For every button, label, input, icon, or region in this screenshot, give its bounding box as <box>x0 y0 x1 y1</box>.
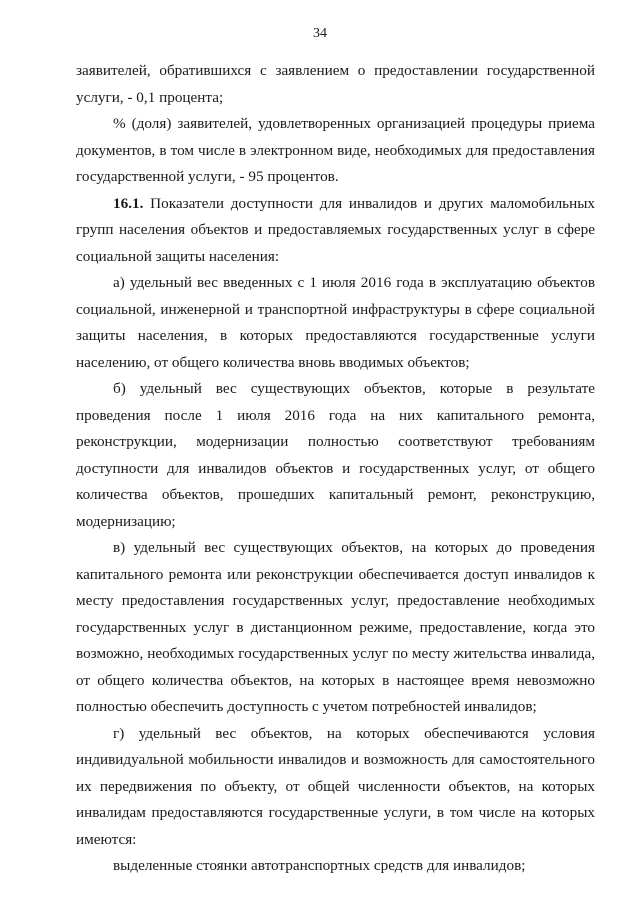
paragraph-item-b: б) удельный вес существующих объектов, которые в результате проведения после 1 июля 2016 года на них капитального ремонта, реконструкции, модернизации полностью соответствуют требованиям доступности для инвалидов объектов и государственных услуг, от общего количества объектов, прошедших капитальный ремонт, реконструкцию, модернизацию; <box>76 380 595 530</box>
section-number: 16.1. <box>113 194 144 212</box>
paragraph-item-v: в) удельный вес существующих объектов, на которых до проведения капитального ремонта или реконструкции обеспечивается доступ инвалидов к месту предоставления государственных услуг, предоставление необходимых государственных услуг в дистанционном режиме, предоставление, когда это возможно, необходимых государственных услуг по месту жительства инвалида, от общего количества объектов, на которых в настоящее время невозможно полностью обеспечить доступность с учетом потребностей инвалидов; <box>76 539 595 715</box>
document-body <box>76 58 595 880</box>
paragraph-applicants-complaints: заявителей, обратившихся с заявлением о предоставлении государственной услуги, - 0,1 процента; <box>76 62 595 106</box>
paragraph-item-g: г) удельный вес объектов, на которых обеспечиваются условия индивидуальной мобильности инвалидов и возможность для самостоятельного их передвижения по объекту, от общей численности объектов, на которых инвалидам предоставляются государственные услуги, в том числе на которых имеются: <box>76 724 595 848</box>
paragraph-accessibility-indicators <box>76 191 595 271</box>
page-number: 34 <box>313 26 327 41</box>
section-text: Показатели доступности для инвалидов и других маломобильных групп населения объектов и предоставляемых государственных услуг в сфере социальной защиты населения: <box>76 194 596 265</box>
paragraph-parking: выделенные стоянки автотранспортных средств для инвалидов; <box>113 857 526 874</box>
paragraph-item-a: а) удельный вес введенных с 1 июля 2016 года в эксплуатацию объектов социальной, инженерной и транспортной инфраструктуры в сфере социальной защиты населения, в которых предоставляются государственные услуги населению, от общего количества вновь вводимых объектов; <box>76 274 595 371</box>
paragraph-satisfied-applicants: % (доля) заявителей, удовлетворенных организацией процедуры приема документов, в том числе в электронном виде, необходимых для предоставления государственной услуги, - 95 процентов. <box>76 115 595 185</box>
